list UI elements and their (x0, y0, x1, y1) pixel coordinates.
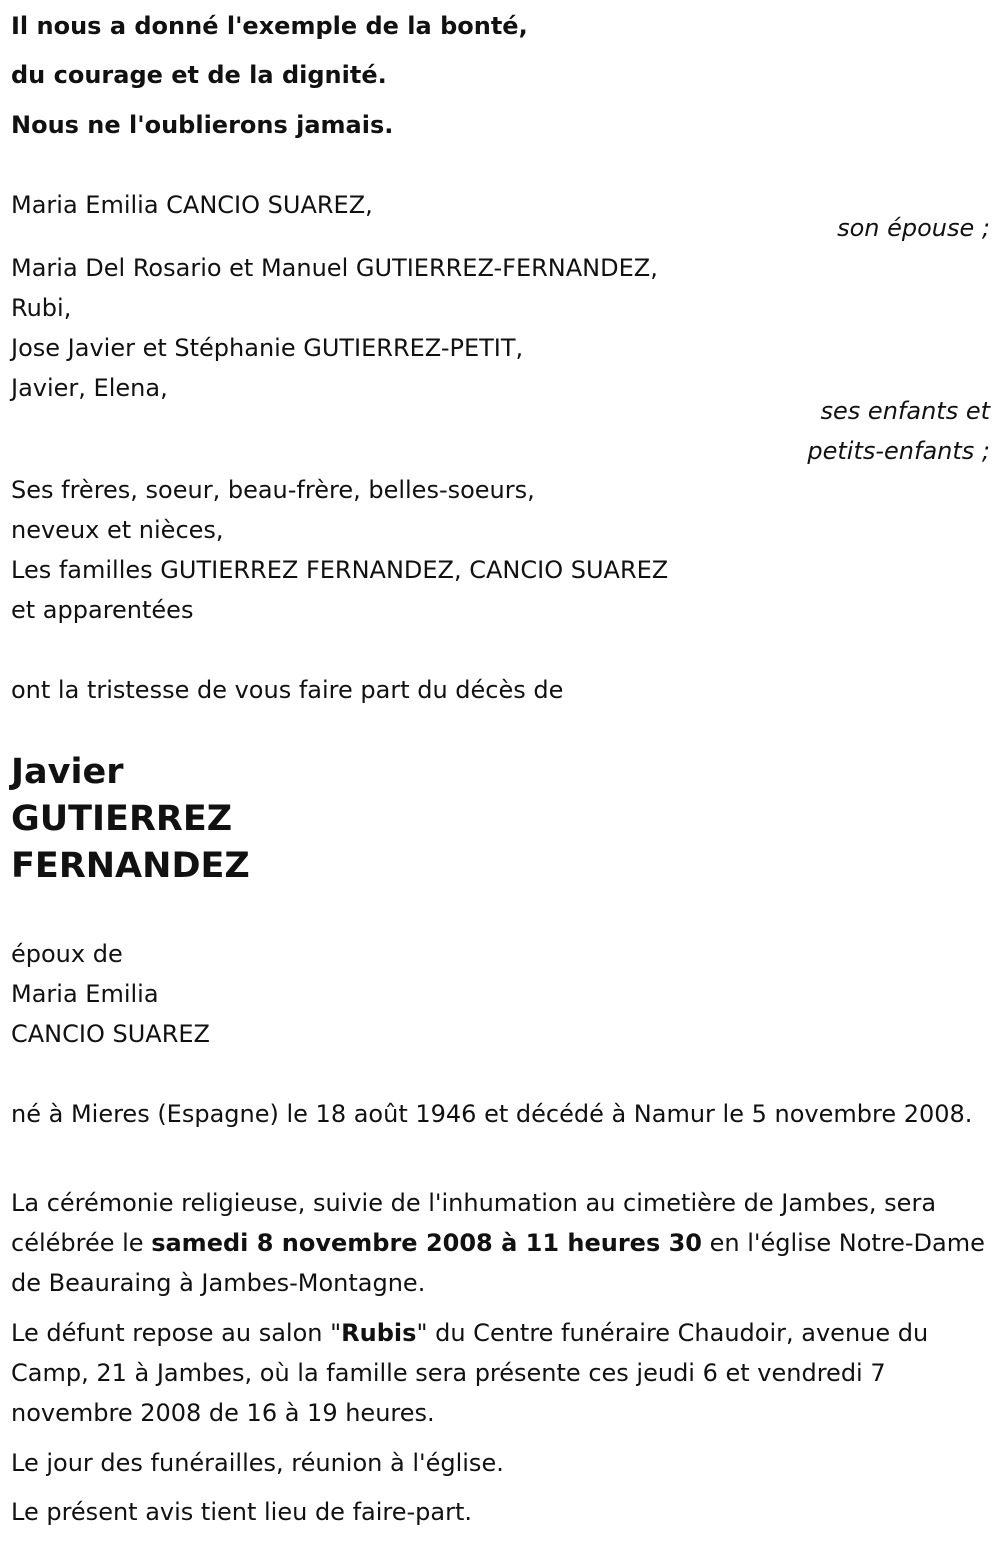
repose-text-before: Le défunt repose au salon " (11, 1319, 342, 1347)
spouse-of-line-3: CANCIO SUAREZ (11, 1020, 210, 1048)
notice: Le présent avis tient lieu de faire-part. (11, 1498, 473, 1526)
funeral-meeting: Le jour des funérailles, réunion à l'église. (11, 1449, 504, 1477)
relatives-line-4: et apparentées (11, 596, 194, 624)
children-role-line-1: ses enfants et (820, 397, 990, 425)
ceremony-paragraph (11, 1183, 989, 1303)
epitaph-line-1: Il nous a donné l'exemple de la bonté, (11, 12, 528, 40)
children-line-1: Maria Del Rosario et Manuel GUTIERREZ-FERNANDEZ, (11, 254, 658, 282)
announcement: ont la tristesse de vous faire part du décès de (11, 676, 564, 704)
deceased-last-name-1: GUTIERREZ (11, 799, 233, 839)
relatives-line-1: Ses frères, soeur, beau-frère, belles-soeurs, (11, 476, 535, 504)
children-role-line-2: petits-enfants ; (807, 437, 990, 465)
children-line-4: Javier, Elena, (11, 374, 168, 402)
repose-text-after: " du Centre funéraire Chaudoir, avenue du Camp, 21 à Jambes, où la famille sera présente ces jeudi 6 et vendredi 7 novembre 2008 de 16 à 19 heures. (11, 1319, 929, 1427)
ceremony-text-before: La cérémonie religieuse, suivie de l'inhumation au cimetière de Jambes, sera célébrée le (11, 1189, 937, 1257)
epitaph-line-2: du courage et de la dignité. (11, 61, 387, 89)
spouse-name: Maria Emilia CANCIO SUAREZ, (11, 191, 373, 219)
ceremony-date: samedi 8 novembre 2008 à 11 heures 30 (151, 1229, 702, 1257)
epitaph-line-3: Nous ne l'oublierons jamais. (11, 111, 394, 139)
ceremony-text-after: en l'église Notre-Dame de Beauraing à Jambes-Montagne. (11, 1229, 985, 1297)
deceased-first-name: Javier (11, 752, 124, 792)
relatives-line-2: neveux et nièces, (11, 516, 224, 544)
relatives-line-3: Les familles GUTIERREZ FERNANDEZ, CANCIO SUAREZ (11, 556, 669, 584)
children-line-2: Rubi, (11, 294, 72, 322)
birth-death: né à Mieres (Espagne) le 18 août 1946 et décédé à Namur le 5 novembre 2008. (11, 1100, 973, 1128)
spouse-of-line-2: Maria Emilia (11, 980, 159, 1008)
repose-paragraph (11, 1313, 989, 1433)
repose-salon: Rubis (341, 1319, 417, 1347)
deceased-last-name-2: FERNANDEZ (11, 846, 250, 886)
spouse-of-line-1: époux de (11, 940, 123, 968)
children-line-3: Jose Javier et Stéphanie GUTIERREZ-PETIT, (11, 334, 524, 362)
spouse-role: son épouse ; (837, 214, 990, 242)
